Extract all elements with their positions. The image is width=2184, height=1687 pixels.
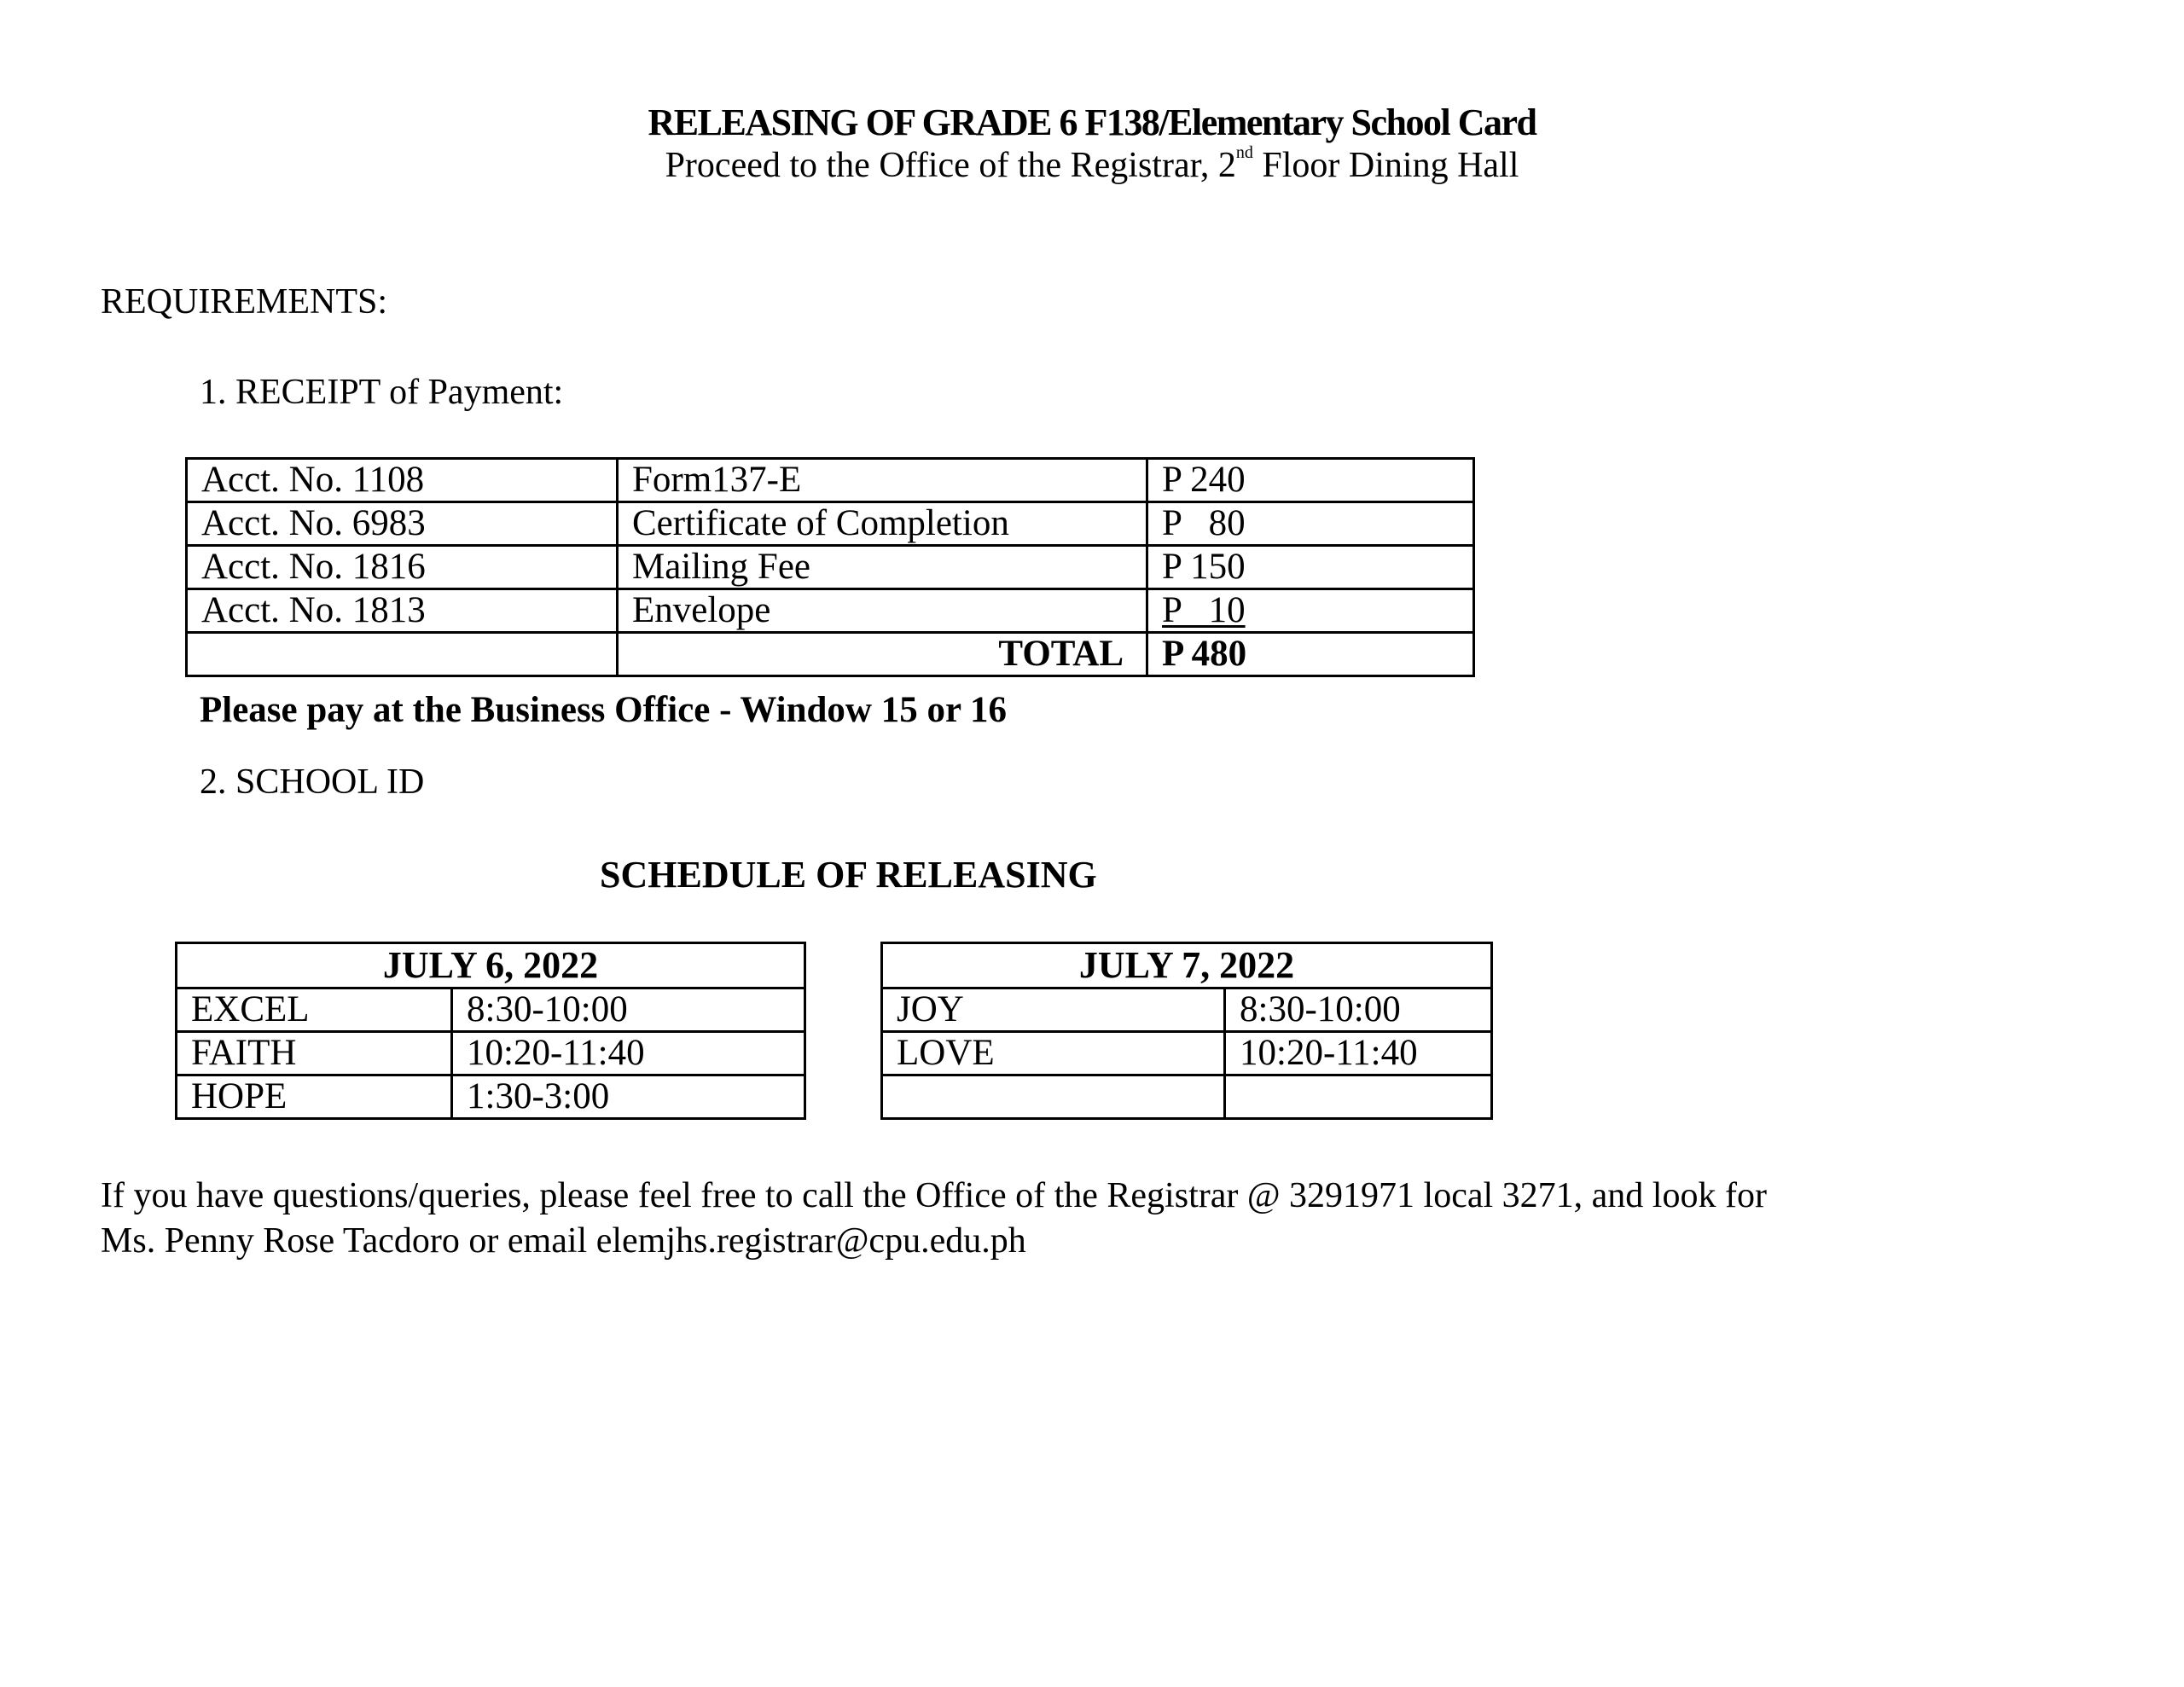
amount-cell: P 80 <box>1147 502 1474 546</box>
group-cell: EXCEL <box>177 988 452 1032</box>
time-cell: 8:30-10:00 <box>452 988 805 1032</box>
account-cell: Acct. No. 1108 <box>187 459 618 502</box>
item-cell: Certificate of Completion <box>618 502 1147 546</box>
subtitle-text-end: Floor Dining Hall <box>1252 146 1519 185</box>
table-row <box>882 1075 1492 1119</box>
contact-info <box>101 1174 2063 1264</box>
table-row <box>882 1032 1492 1075</box>
subtitle-ordinal: nd <box>1235 143 1253 162</box>
item-cell: Form137-E <box>618 459 1147 502</box>
time-cell <box>1225 1075 1492 1119</box>
table-row <box>187 459 1474 502</box>
payment-note: Please pay at the Business Office - Window 15 or 16 <box>200 690 1008 730</box>
time-cell: 8:30-10:00 <box>1225 988 1492 1032</box>
total-label: TOTAL <box>618 633 1147 676</box>
item-cell: Mailing Fee <box>618 546 1147 589</box>
subtitle-text: Proceed to the Office of the Registrar, 2 <box>665 146 1236 185</box>
total-amount: P 480 <box>1147 633 1474 676</box>
amount-cell: P 150 <box>1147 546 1474 589</box>
account-cell: Acct. No. 6983 <box>187 502 618 546</box>
amount-cell <box>1147 589 1474 633</box>
table-row <box>187 502 1474 546</box>
requirements-heading: REQUIREMENTS: <box>101 282 387 322</box>
table-row <box>177 1075 805 1119</box>
group-cell: JOY <box>882 988 1225 1032</box>
amount-underlined: P 10 <box>1162 590 1246 630</box>
group-cell: LOVE <box>882 1032 1225 1075</box>
schedule-table-day-2 <box>880 942 1493 1120</box>
schedule-date: JULY 6, 2022 <box>177 943 805 988</box>
group-cell: HOPE <box>177 1075 452 1119</box>
fees-table <box>185 457 1475 677</box>
schedule-title: SCHEDULE OF RELEASING <box>600 854 1097 896</box>
account-cell: Acct. No. 1813 <box>187 589 618 633</box>
group-cell <box>882 1075 1225 1119</box>
time-cell: 10:20-11:40 <box>452 1032 805 1075</box>
document-subtitle <box>0 143 2184 186</box>
table-row <box>187 589 1474 633</box>
table-row <box>187 546 1474 589</box>
group-cell: FAITH <box>177 1032 452 1075</box>
time-cell: 1:30-3:00 <box>452 1075 805 1119</box>
requirement-item-school-id: 2. SCHOOL ID <box>200 762 425 802</box>
document-title: RELEASING OF GRADE 6 F138/Elementary School Card <box>648 101 1536 143</box>
total-row <box>187 633 1474 676</box>
account-cell: Acct. No. 1816 <box>187 546 618 589</box>
schedule-table-day-1 <box>175 942 806 1120</box>
table-row <box>177 988 805 1032</box>
amount-cell: P 240 <box>1147 459 1474 502</box>
table-row <box>882 988 1492 1032</box>
schedule-date: JULY 7, 2022 <box>882 943 1492 988</box>
contact-line-1: If you have questions/queries, please feel free to call the Office of the Registrar @ 3291971 local 3271, and look for <box>101 1176 1767 1215</box>
contact-line-2: Ms. Penny Rose Tacdoro or email elemjhs.registrar@cpu.edu.ph <box>101 1221 1026 1261</box>
empty-cell <box>187 633 618 676</box>
table-row <box>177 1032 805 1075</box>
requirement-item-receipt: 1. RECEIPT of Payment: <box>200 373 564 412</box>
time-cell: 10:20-11:40 <box>1225 1032 1492 1075</box>
item-cell: Envelope <box>618 589 1147 633</box>
